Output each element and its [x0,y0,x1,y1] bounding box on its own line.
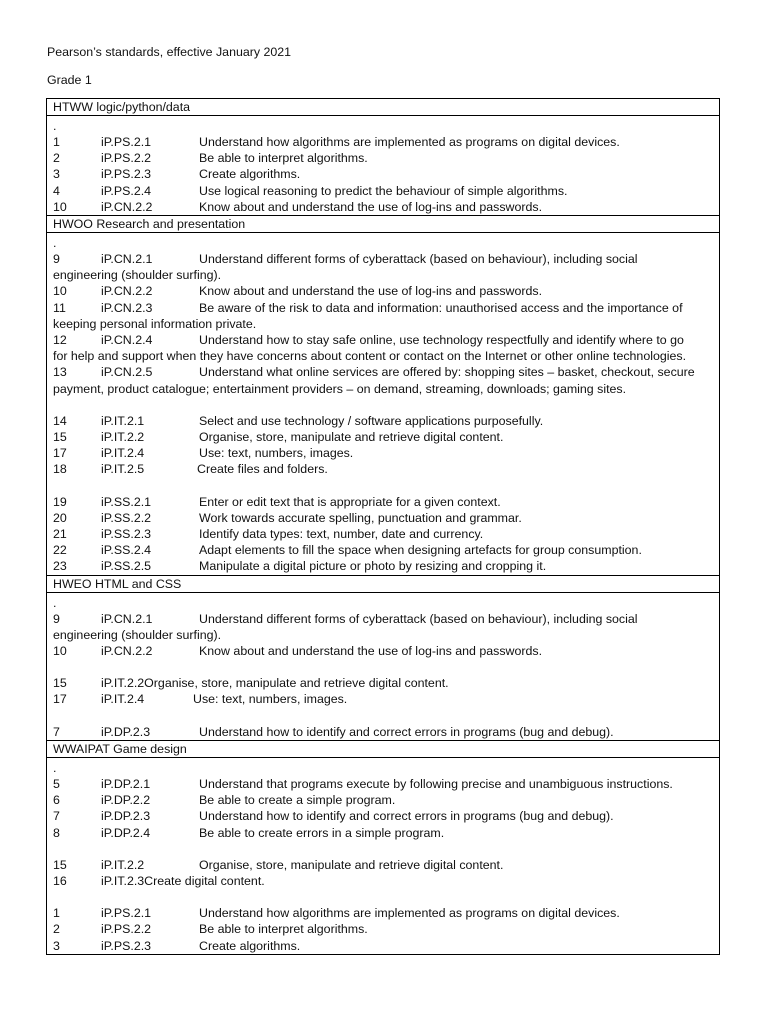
grade-label: Grade 1 [47,73,92,87]
standard-code: iP.IT.2.4 [101,692,145,707]
standard-number: 18 [53,462,67,477]
standard-row [47,166,719,182]
standard-description: Adapt elements to fill the space when designing artefacts for group consumption. [199,543,642,558]
standard-row [47,134,719,150]
standard-code: iP.DP.2.2 [101,793,151,808]
standard-code: iP.IT.2.2 [101,430,145,445]
standard-description: Understand how algorithms are implemented as programs on digital devices. [199,906,620,921]
standard-code: iP.IT.2.3Create digital content. [101,873,265,888]
standard-code: iP.IT.2.4 [101,446,145,461]
standard-number: 3 [53,938,60,953]
standard-description: Be able to interpret algorithms. [199,922,368,937]
standard-description: Understand that programs execute by following precise and unambiguous instructions. [199,776,673,791]
standard-description: Organise, store, manipulate and retrieve digital content. [199,857,504,872]
standard-description: Be able to create errors in a simple program. [199,825,445,840]
group-spacer [47,708,719,724]
section-title: HTWW logic/python/data [47,99,719,116]
standard-description: Know about and understand the use of log-ins and passwords. [199,644,543,659]
standard-number: 20 [53,510,67,525]
standard-number: 3 [53,167,60,182]
standard-description: Identify data types: text, number, date and currency. [199,527,484,542]
group-spacer [47,889,719,905]
standard-description: Create algorithms. [199,167,301,182]
bullet-dot: . [53,595,57,610]
standard-number: 2 [53,151,60,166]
group-spacer [47,841,719,857]
standard-row [47,364,719,396]
standard-description: Understand different forms of cyberattack (based on behaviour), including social [199,611,638,626]
standard-code: iP.DP.2.1 [101,776,151,791]
standard-number: 11 [53,300,66,315]
standard-code: iP.PS.2.2 [101,151,152,166]
standard-row [47,183,719,199]
standard-number: 7 [53,724,60,739]
standard-number: 5 [53,776,60,791]
standard-row [47,611,719,643]
standard-description-continued: keeping personal information private. [53,316,257,331]
standard-number: 8 [53,825,60,840]
standard-description: Understand how to identify and correct errors in programs (bug and debug). [199,809,614,824]
standard-code: iP.SS.2.4 [101,543,152,558]
standard-number: 9 [53,611,60,626]
standard-code: iP.CN.2.2 [101,644,153,659]
document-title: Pearson’s standards, effective January 2021 [47,45,292,59]
standard-code: iP.CN.2.5 [101,365,153,380]
standard-number: 17 [53,692,67,707]
standard-number: 10 [53,284,67,299]
section-title: HWOO Research and presentation [47,216,719,233]
standard-code: iP.SS.2.1 [101,494,152,509]
section-body [47,593,719,741]
standard-code: iP.IT.2.1 [101,413,145,428]
bullet-dot: . [53,760,57,775]
standard-code: iP.PS.2.2 [101,922,152,937]
section-body [47,758,719,954]
standard-description: Know about and understand the use of log-ins and passwords. [199,284,543,299]
standard-row [47,873,719,889]
standard-code: iP.IT.2.2Organise, store, manipulate and retrieve digital content. [101,676,449,691]
standard-number: 14 [53,413,67,428]
standard-code: iP.PS.2.3 [101,167,152,182]
standard-description: Manipulate a digital picture or photo by resizing and cropping it. [199,559,547,574]
standard-code: iP.DP.2.3 [101,724,151,739]
standard-row [47,461,719,477]
standard-number: 13 [53,365,67,380]
standard-row [47,445,719,461]
standard-number: 4 [53,183,60,198]
standard-description: Understand different forms of cyberattack (based on behaviour), including social [199,252,638,267]
section-title: HWEO HTML and CSS [47,576,719,593]
standard-row [47,558,719,574]
standard-row [47,429,719,445]
standard-description: Use logical reasoning to predict the behaviour of simple algorithms. [199,183,568,198]
standard-description: Enter or edit text that is appropriate for a given context. [199,494,501,509]
standard-row [47,150,719,166]
standard-code: iP.CN.2.1 [101,252,153,267]
standard-code: iP.IT.2.5 [101,462,145,477]
standard-description: Organise, store, manipulate and retrieve digital content. [199,430,504,445]
standard-description: Understand how to stay safe online, use technology respectfully and identify where to go [199,333,684,348]
section-title: WWAIPAT Game design [47,741,719,758]
group-spacer [47,659,719,675]
standard-row [47,905,719,921]
standard-code: iP.IT.2.2 [101,857,145,872]
group-spacer [47,478,719,494]
standard-description: Understand how to identify and correct errors in programs (bug and debug). [199,724,614,739]
standard-description: Use: text, numbers, images. [199,446,354,461]
standards-table [46,98,720,955]
standard-number: 23 [53,559,67,574]
standard-row [47,251,719,283]
standard-description: Understand how algorithms are implemented as programs on digital devices. [199,135,620,149]
standard-code: iP.SS.2.3 [101,527,152,542]
standard-row [47,724,719,740]
bullet-dot: . [53,119,57,133]
standard-description: Be aware of the risk to data and information: unauthorised access and the importance of [199,300,683,315]
standard-code: iP.CN.2.2 [101,199,153,214]
standard-description: Be able to interpret algorithms. [199,151,368,166]
standard-row [47,413,719,429]
standard-description: Create files and folders. [197,462,328,477]
bullet-dot: . [53,236,57,251]
standard-description: Know about and understand the use of log-ins and passwords. [199,199,543,214]
standard-description: Use: text, numbers, images. [193,692,348,707]
standard-number: 2 [53,922,60,937]
standard-code: iP.PS.2.1 [101,135,152,149]
standard-code: iP.DP.2.3 [101,809,151,824]
standard-code: iP.CN.2.1 [101,611,153,626]
standard-code: iP.DP.2.4 [101,825,151,840]
standard-code: iP.PS.2.3 [101,938,152,953]
standard-description-continued: payment, product catalogue; entertainment providers – on demand, streaming, downloads; gaming sites. [53,381,627,396]
standard-row [47,938,719,954]
standard-number: 16 [53,873,67,888]
standard-description-continued: engineering (shoulder surfing). [53,627,222,642]
standard-row [47,921,719,937]
standard-number: 19 [53,494,67,509]
standard-number: 1 [53,906,60,921]
standard-code: iP.PS.2.1 [101,906,152,921]
standard-code: iP.CN.2.2 [101,284,153,299]
standard-number: 15 [53,676,67,691]
standard-code: iP.CN.2.4 [101,333,153,348]
standard-row [47,691,719,707]
standard-description: Create algorithms. [199,938,301,953]
standard-row [47,494,719,510]
section-body [47,233,719,576]
standard-row [47,199,719,215]
standard-description: Select and use technology / software applications purposefully. [199,413,544,428]
group-spacer [47,397,719,413]
standard-number: 12 [53,333,67,348]
standard-description-continued: for help and support when they have concerns about content or contact on the Internet or other online technologies. [53,349,687,364]
standard-row [47,510,719,526]
standard-description-continued: engineering (shoulder surfing). [53,268,222,283]
standard-code: iP.SS.2.2 [101,510,152,525]
standard-number: 10 [53,199,67,214]
standard-code: iP.CN.2.3 [101,300,153,315]
standard-number: 10 [53,644,67,659]
standard-number: 15 [53,857,67,872]
standard-description: Work towards accurate spelling, punctuation and grammar. [199,510,522,525]
standard-row [47,792,719,808]
standard-number: 17 [53,446,67,461]
standard-row [47,643,719,659]
standard-number: 6 [53,793,60,808]
standard-row [47,526,719,542]
standard-row [47,332,719,364]
standard-number: 22 [53,543,67,558]
standard-number: 9 [53,252,60,267]
standard-number: 1 [53,135,60,149]
standard-row [47,542,719,558]
standard-number: 7 [53,809,60,824]
section-body [47,116,719,216]
standard-code: iP.SS.2.5 [101,559,152,574]
standard-row [47,283,719,299]
standard-row [47,776,719,792]
standard-number: 21 [53,527,67,542]
standard-code: iP.PS.2.4 [101,183,152,198]
standard-row [47,808,719,824]
standard-description: Be able to create a simple program. [199,793,396,808]
standard-description: Understand what online services are offered by: shopping sites – basket, checkout, secure [199,365,695,380]
standard-row [47,675,719,691]
standard-row [47,300,719,332]
standard-row [47,857,719,873]
standard-number: 15 [53,430,67,445]
standard-row [47,825,719,841]
